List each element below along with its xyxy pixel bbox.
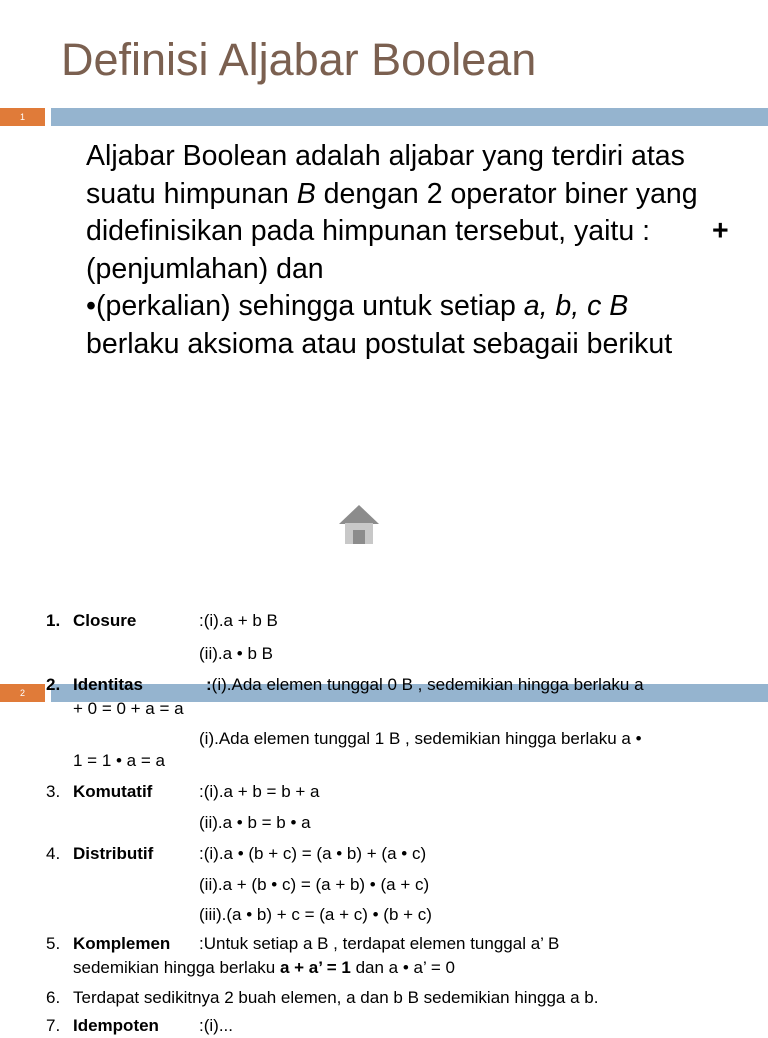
item-def: :(i)... xyxy=(199,1016,233,1035)
intro-variables: a, b, c B xyxy=(523,290,629,322)
item-number: 2. xyxy=(46,675,61,694)
item-number: 3. xyxy=(46,782,61,801)
slide-1-header-bar xyxy=(51,108,768,126)
item-def: :(i).a + b = b + a xyxy=(199,782,320,801)
item-def xyxy=(206,673,644,697)
item-name: Idempoten xyxy=(73,1016,159,1035)
item-continuation: 1 = 1 • a = a xyxy=(73,751,165,770)
intro-text-2: dengan 2 operator biner yang didefinisikan pada himpunan tersebut, yaitu : xyxy=(86,177,698,247)
komplemen-product: dan a • a’ = 0 xyxy=(350,958,455,977)
slide-title: Definisi Aljabar Boolean xyxy=(61,34,537,85)
dot-operator: • xyxy=(86,290,96,322)
komplemen-text: sedemikian hingga berlaku xyxy=(73,958,280,977)
item-name: Closure xyxy=(73,611,137,630)
item-def: :Untuk setiap a B , terdapat elemen tunggal a’ B xyxy=(199,934,560,953)
slide-number-1: 1 xyxy=(0,108,45,126)
item-number: 4. xyxy=(46,844,61,863)
item-number: 1. xyxy=(46,611,61,630)
item-def: :(i).a • (b + c) = (a • b) + (a • c) xyxy=(199,844,427,863)
item-def: (iii).(a • b) + c = (a + c) • (b + c) xyxy=(199,905,432,924)
item-def: (ii).a • b B xyxy=(199,644,273,663)
identitas-i1: (i).Ada elemen tunggal 0 B , sedemikian hingga berlaku a xyxy=(211,675,644,694)
intro-text-3: (penjumlahan) dan xyxy=(86,252,324,285)
plus-operator: + xyxy=(712,215,729,247)
item-name: Identitas xyxy=(73,675,143,694)
item-def: (i).Ada elemen tunggal 1 B , sedemikian hingga berlaku a • xyxy=(199,729,642,748)
item-number: 7. xyxy=(46,1016,61,1035)
home-icon[interactable] xyxy=(338,503,380,545)
home-roof xyxy=(339,505,379,524)
home-door xyxy=(353,530,365,544)
item-def: (ii).a + (b • c) = (a + b) • (a + c) xyxy=(199,875,430,894)
item-continuation: + 0 = 0 + a = a xyxy=(73,699,184,718)
intro-set-B: B xyxy=(296,177,316,210)
item-name: Distributif xyxy=(73,844,154,863)
item-number: 5. xyxy=(46,934,61,953)
item-name: Komutatif xyxy=(73,782,153,801)
item-continuation xyxy=(73,956,455,980)
identitas-colon: : xyxy=(206,675,212,694)
intro-text-4: (perkalian) sehingga untuk setiap xyxy=(95,290,524,322)
item-def: :(i).a + b B xyxy=(199,611,278,630)
item-def: (ii).a • b = b • a xyxy=(199,813,311,832)
intro-text-1: Aljabar Boolean adalah aljabar yang terdiri atas suatu himpunan xyxy=(86,140,685,210)
item-def: Terdapat sedikitnya 2 buah elemen, a dan b B sedemikian hingga a b. xyxy=(73,988,599,1007)
item-name: Komplemen xyxy=(73,934,171,953)
komplemen-sum: a + a’ = 1 xyxy=(279,958,351,977)
slide-number-2: 2 xyxy=(0,684,45,702)
item-number: 6. xyxy=(46,988,61,1007)
intro-paragraph xyxy=(86,138,746,363)
intro-text-5: berlaku aksioma atau postulat sebagaii berikut xyxy=(86,327,673,360)
